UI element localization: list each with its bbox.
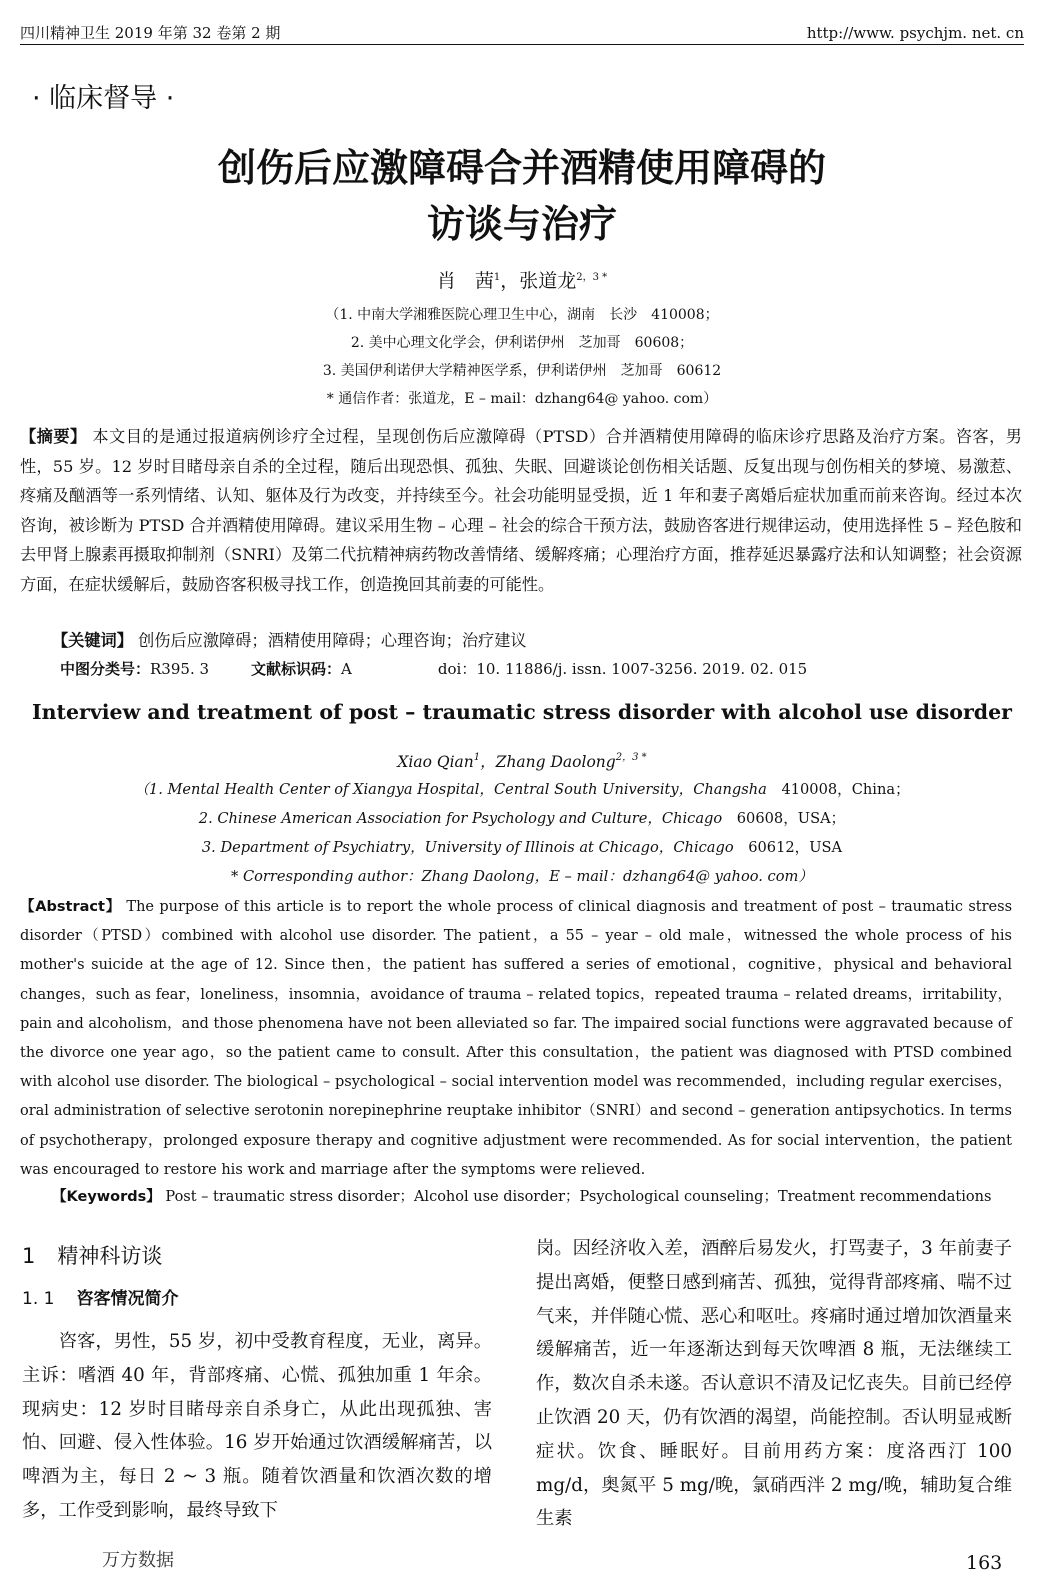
subsection-1-1-number: 1. 1 bbox=[22, 1289, 55, 1309]
authors-cn bbox=[0, 266, 1044, 293]
title-cn-line-1: 创伤后应激障碍合并酒精使用障碍的 bbox=[217, 146, 826, 190]
abstract-en-text: The purpose of this article is to report the whole process of clinical diagnosis and treatment of post – traumatic stress disorder（PTSD）combined with alcohol use disorder. The patient，a 55 – year – old male，witnessed the whole process of his mother's suicide at the age of 12. Since then，the patient has suffered a series of emotional，cognitive，physical and behavioral changes，such as fear，loneliness，insomnia，avoidance of trauma – related topics，repeated trauma – related dreams，irritability，pain and alcoholism，and those phenomena have not been alleviated so far. The impaired social functions were aggravated because of the divorce one year ago，so the patient came to consult. After this consultation，the patient was diagnosed with PTSD combined with alcohol use disorder. The biological – psychological – social intervention model was recommended，including regular exercises，oral administration of selective serotonin norepinephrine reuptake inhibitor（SNRI）and second – generation antipsychotics. In terms of psychotherapy，prolonged exposure therapy and cognitive adjustment were recommended. As for social intervention，the patient was encouraged to restore his work and marriage after the symptoms were relieved. bbox=[20, 899, 1013, 1178]
affiliation-en-2-text: 2. Chinese American Association for Psychology and Culture，Chicago bbox=[198, 810, 723, 827]
author-1-cn: 肖 茜 bbox=[436, 270, 494, 292]
abstract-cn-label: 【摘要】 bbox=[20, 427, 87, 446]
article-title-en: Interview and treatment of post – traumatic stress disorder with alcohol use disorder bbox=[32, 700, 1012, 724]
journal-url[interactable]: http://www. psychjm. net. cn bbox=[806, 24, 1024, 42]
body-column-right bbox=[536, 1232, 1012, 1536]
corresponding-author-en bbox=[0, 865, 1044, 886]
corresponding-author-en-text: * Corresponding author：Zhang Daolong，E – mail：dzhang64@ yahoo. com） bbox=[231, 868, 813, 885]
author-1-cn-sup: 1 bbox=[493, 272, 501, 283]
author-1-en-sup: 1 bbox=[473, 752, 481, 763]
abstract-cn bbox=[20, 422, 1022, 600]
affiliation-cn-2: 2. 美中心理文化学会，伊利诺伊州 芝加哥 60608； bbox=[350, 335, 694, 351]
affiliation-en-2-tail: 60608，USA； bbox=[722, 810, 846, 827]
title-cn-line-2: 访谈与治疗 bbox=[426, 202, 617, 246]
doc-code-label: 文献标识码： bbox=[251, 660, 342, 678]
affiliation-en-2 bbox=[0, 807, 1044, 828]
keywords-cn-text: 创伤后应激障碍；酒精使用障碍；心理咨询；治疗建议 bbox=[138, 631, 527, 650]
author-separator-cn: ， bbox=[500, 270, 520, 292]
subsection-1-1-title: 咨客情况简介 bbox=[76, 1289, 179, 1309]
keywords-cn-label: 【关键词】 bbox=[52, 631, 133, 650]
author-2-cn: 张道龙 bbox=[519, 270, 577, 292]
keywords-en-text: Post – traumatic stress disorder；Alcohol use disorder；Psychological counseling；Treatment recommendations bbox=[165, 1189, 992, 1205]
abstract-en-label: 【Abstract】 bbox=[20, 899, 121, 915]
affiliation-en-3-text: 3. Department of Psychiatry，University of Illinois at Chicago，Chicago bbox=[201, 839, 734, 856]
affiliation-en-3 bbox=[0, 836, 1044, 857]
authors-en bbox=[0, 748, 1044, 772]
page-number: 163 bbox=[966, 1552, 1003, 1574]
body-paragraph-right: 岗。因经济收入差，酒醉后易发火，打骂妻子，3 年前妻子提出离婚，便整日感到痛苦、孤独，觉得背部疼痛、喘不过气来，并伴随心慌、恶心和呕吐。疼痛时通过增加饮酒量来缓解痛苦，近一年逐渐达到每天饮啤酒 8 瓶，无法继续工作，数次自杀未遂。否认意识不清及记忆丧失。目前已经停止饮酒 20 天，仍有饮酒的渴望，尚能控制。否认明显戒断症状。饮食、睡眠好。目前用药方案：度洛西汀 100 mg/d，奥氮平 5 mg/晚，氯硝西泮 2 mg/晚，辅助复合维生素 bbox=[536, 1238, 1012, 1530]
header-rule bbox=[20, 44, 1024, 45]
abstract-cn-text: 本文目的是通过报道病例诊疗全过程，呈现创伤后应激障碍（PTSD）合并酒精使用障碍的临床诊疗思路及治疗方案。咨客，男性，55 岁。12 岁时目睹母亲自杀的全过程，随后出现恐惧、孤独、失眠、回避谈论创伤相关话题、反复出现与创伤相关的梦境、易激惹、疼痛及酗酒等一系列情绪、认知、躯体及行为改变，并持续至今。社会功能明显受损，近 1 年和妻子离婚后症状加重而前来咨询。经过本次咨询，被诊断为 PTSD 合并酒精使用障碍。建议采用生物 – 心理 – 社会的综合干预方法，鼓励咨客进行规律运动，使用选择性 5 – 羟色胺和去甲肾上腺素再摄取抑制剂（SNRI）及第二代抗精神病药物改善情绪、缓解疼痛；心理治疗方面，推荐延迟暴露疗法和认知调整；社会资源方面，在症状缓解后，鼓励咨客积极寻找工作，创造挽回其前妻的可能性。 bbox=[20, 427, 1022, 594]
section-heading-1 bbox=[22, 1240, 492, 1270]
clc-label: 中图分类号： bbox=[60, 660, 151, 678]
abstract-en bbox=[20, 893, 1012, 1185]
journal-issue: 四川精神卫生 2019 年第 32 卷第 2 期 bbox=[20, 24, 281, 42]
section-1-number: 1 bbox=[22, 1244, 36, 1268]
doi[interactable]: doi：10. 11886/j. issn. 1007-3256. 2019. 02. 015 bbox=[437, 660, 808, 678]
author-separator-en: ， bbox=[480, 753, 496, 771]
author-2-en: Zhang Daolong bbox=[495, 753, 616, 771]
body-paragraph-left: 咨客，男性，55 岁，初中受教育程度，无业，离异。主诉：嗜酒 40 年，背部疼痛、心慌、孤独加重 1 年余。现病史：12 岁时目睹母亲自杀身亡，从此出现孤独、害怕、回避、侵入性体验。16 岁开始通过饮酒缓解痛苦，以啤酒为主，每日 2 ~ 3 瓶。随着饮酒量和饮酒次数的增多，工作受到影响，最终导致下 bbox=[22, 1331, 492, 1521]
affiliation-cn-1: （1. 中南大学湘雅医院心理卫生中心，湖南 长沙 410008； bbox=[325, 307, 719, 323]
affiliation-cn-3: 3. 美国伊利诺伊大学精神医学系，伊利诺伊州 芝加哥 60612 bbox=[322, 363, 722, 379]
author-2-en-sup: 2，3 * bbox=[615, 752, 647, 763]
affiliation-en-1-tail: 410008，China； bbox=[766, 781, 910, 798]
affiliation-en-3-tail: 60612，USA bbox=[733, 839, 843, 856]
author-1-en: Xiao Qian bbox=[397, 753, 474, 771]
body-column-left bbox=[22, 1240, 492, 1528]
section-1-title: 精神科访谈 bbox=[57, 1244, 163, 1268]
doc-code-value: A bbox=[341, 660, 352, 678]
subsection-heading-1-1 bbox=[22, 1284, 492, 1309]
clc-value: R395. 3 bbox=[150, 660, 210, 678]
classification-line bbox=[60, 658, 839, 679]
running-header bbox=[20, 22, 1024, 43]
keywords-en bbox=[52, 1185, 991, 1206]
column-label: · 临床督导 · bbox=[32, 83, 175, 114]
affiliation-en-1 bbox=[0, 778, 1044, 799]
watermark: 万方数据 bbox=[102, 1550, 174, 1571]
corresponding-author-cn: * 通信作者：张道龙，E – mail：dzhang64@ yahoo. com） bbox=[326, 391, 718, 407]
affiliation-en-1-text: （1. Mental Health Center of Xiangya Hospital，Central South University，Changsha bbox=[134, 781, 767, 798]
article-title-cn bbox=[0, 140, 1044, 252]
author-2-cn-sup: 2，3 * bbox=[576, 272, 608, 283]
keywords-en-label: 【Keywords】 bbox=[52, 1189, 161, 1205]
keywords-cn bbox=[52, 626, 1022, 656]
